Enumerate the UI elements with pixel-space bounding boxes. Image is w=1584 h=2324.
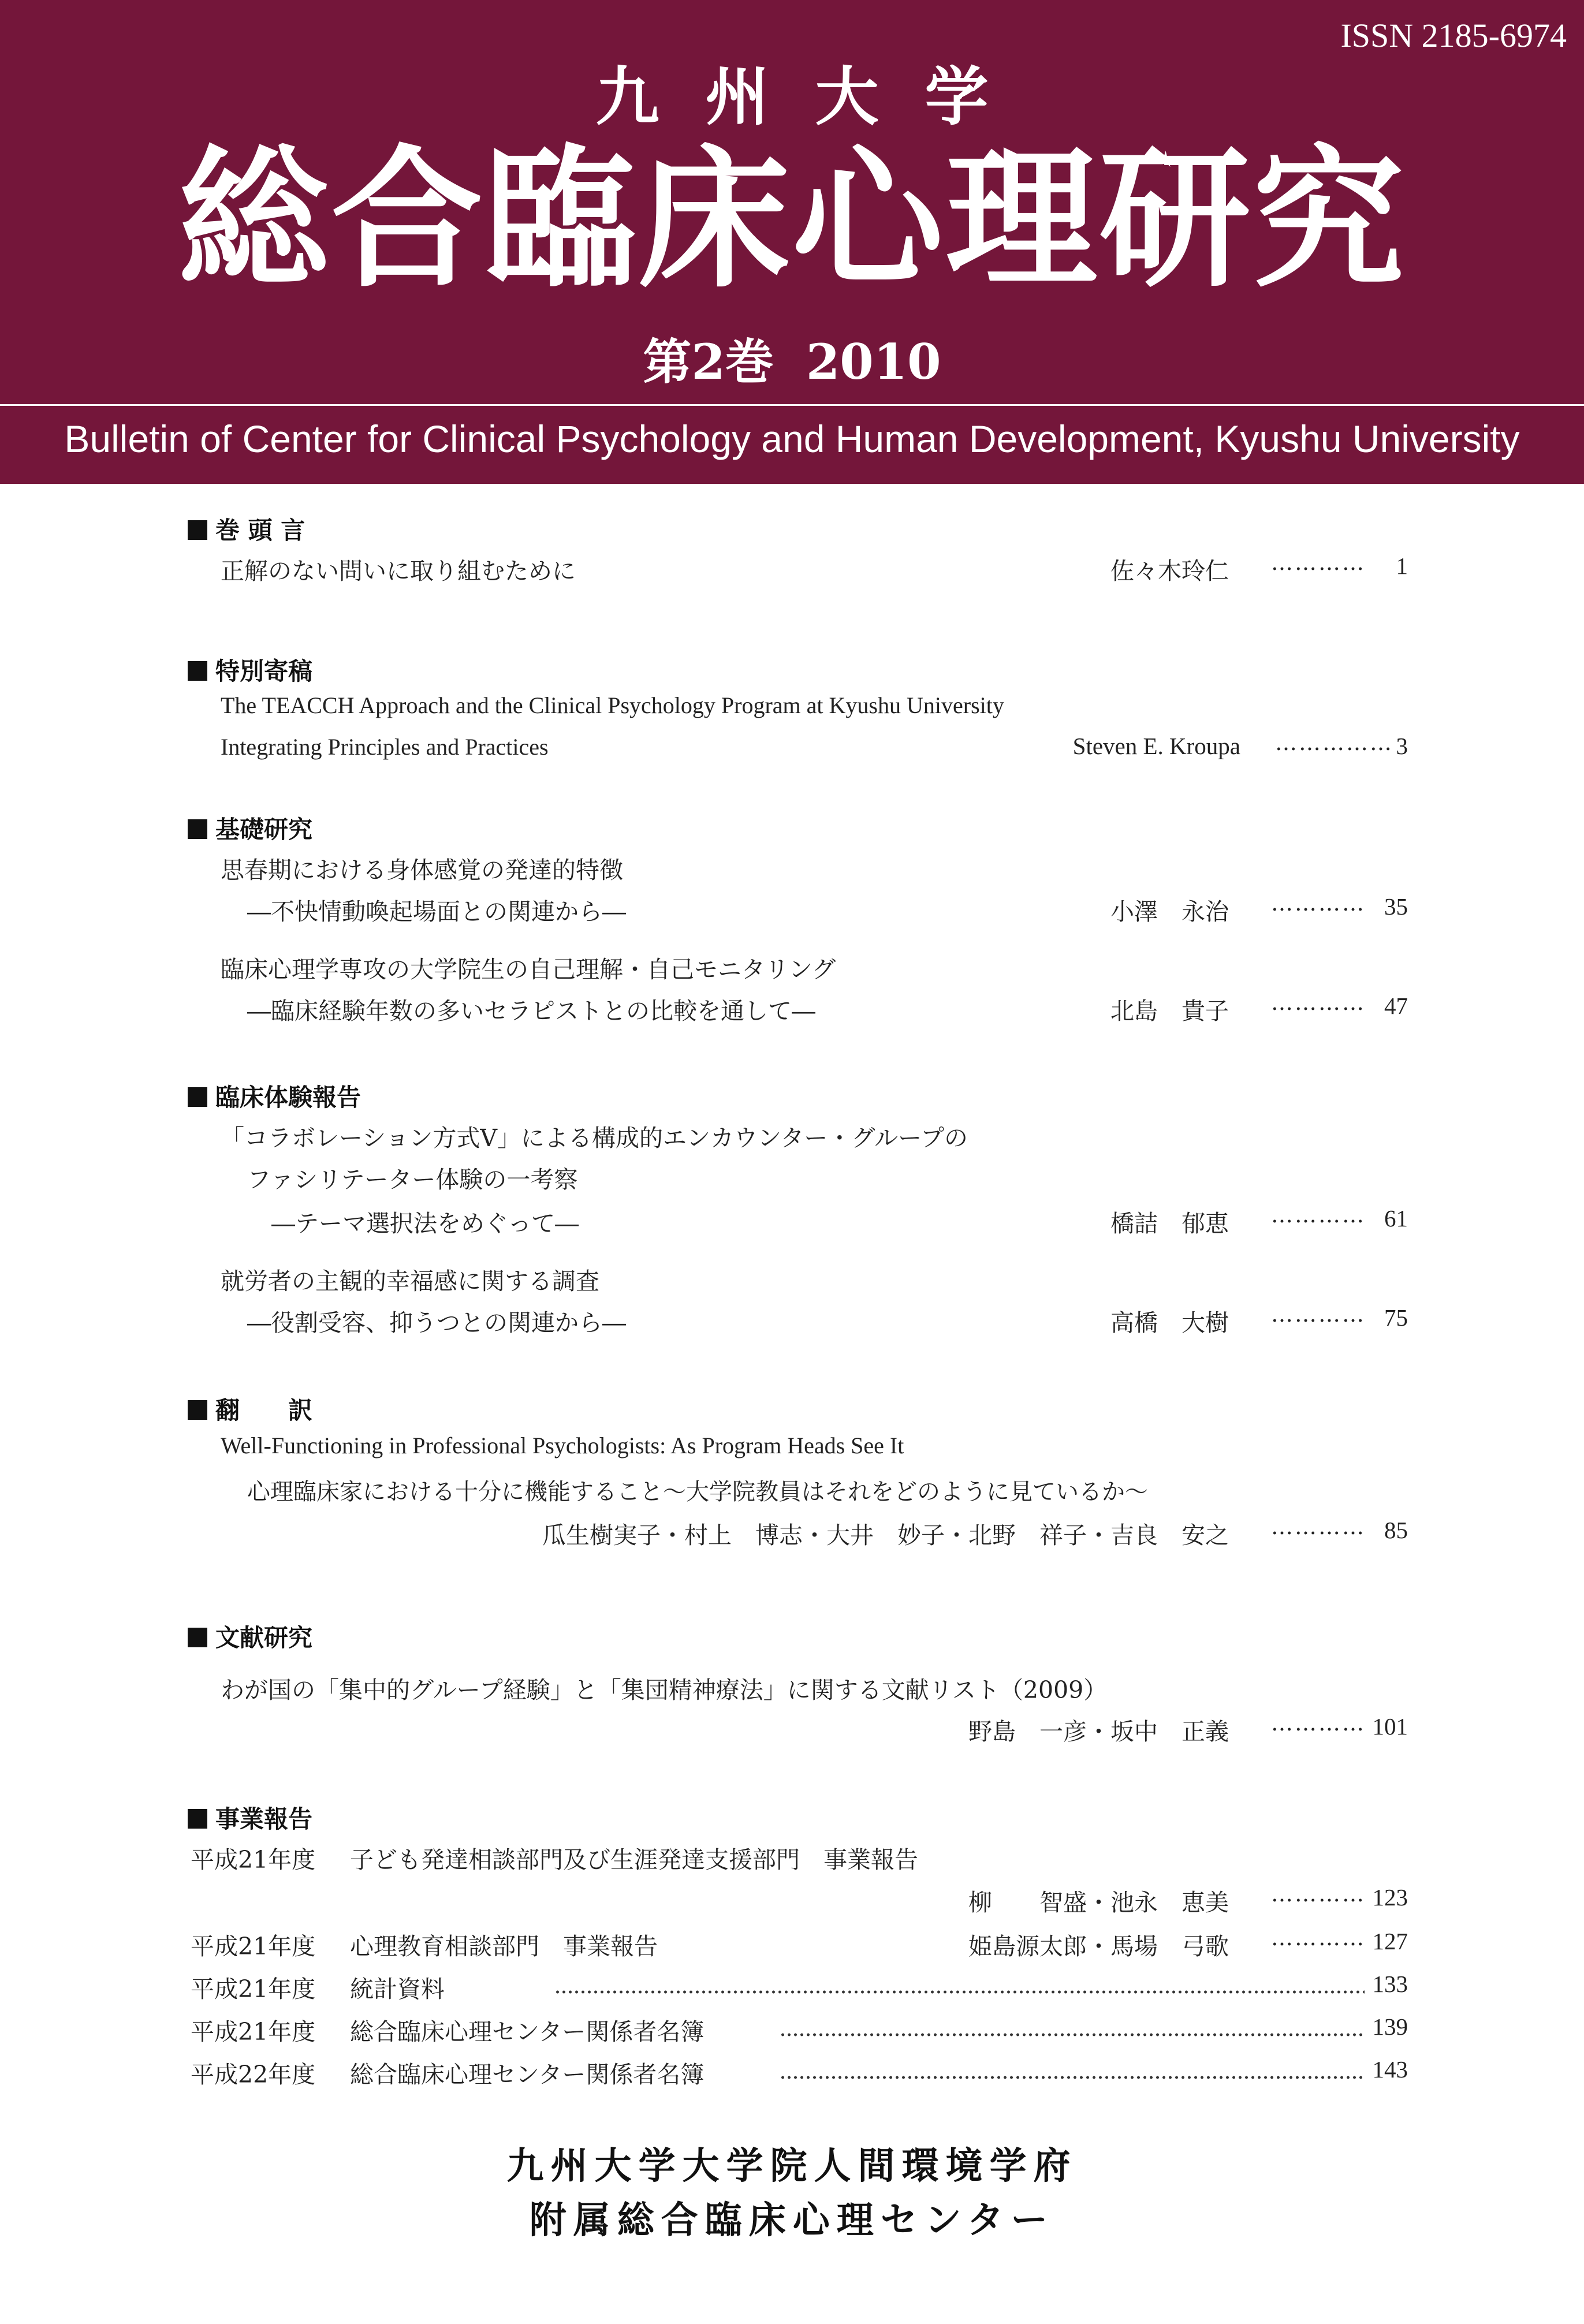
toc-entry-title: 総合臨床心理センター関係者名簿 [350,2018,705,2046]
toc-entry-author: 北島 貴子 [1110,997,1229,1025]
toc-entry-subtitle: ―役割受容、抑うつとの関連から― [247,1309,626,1337]
bulletin-title: Bulletin of Center for Clinical Psychology and Human Development, Kyushu University [64,417,1520,460]
toc-entry-author: Steven E. Kroupa [1072,733,1240,759]
toc-entry-page: 47 [1384,993,1408,1019]
journal-title: 総合臨床心理研究 [177,130,1407,308]
toc-entry-subtitle: ―臨床経験年数の多いセラピストとの比較を通して― [247,997,815,1025]
square-bullet-icon [188,819,207,839]
report-year: 平成21年度 [191,2018,316,2046]
toc-entry-title: 心理教育相談部門 事業報告 [350,1933,658,1960]
section-heading: 臨床体験報告 [188,1079,361,1113]
toc-entry-page: 35 [1384,893,1408,920]
section-heading: 文献研究 [188,1619,312,1654]
dot-leader [780,2032,1365,2037]
toc-entry-author: 姫島源太郎・馬場 弓歌 [968,1933,1229,1960]
dot-leader: ………… [1271,1301,1366,1327]
toc-entry-page: 61 [1384,1205,1408,1232]
section-heading: 特別寄稿 [188,652,312,687]
issn: ISSN 2185-6974 [1340,17,1567,54]
toc-entry-title-cont: ファシリテーター体験の一考察 [247,1166,578,1193]
toc-entry-title: 正解のない問いに取り組むために [221,557,576,585]
toc-entry-title: 統計資料 [350,1975,445,2003]
dot-leader: …………… [1275,730,1393,755]
section-heading: 基礎研究 [188,811,312,845]
dot-leader: ………… [1271,1202,1366,1228]
toc-entry-title: Well-Functioning in Professional Psychologists: As Program Heads See It [221,1433,904,1458]
volume-year: 2010 [806,333,941,390]
toc-entry-author: 橋詰 郁恵 [1110,1210,1229,1237]
dot-leader: ………… [1271,1881,1366,1907]
dot-leader: ………… [1271,990,1366,1015]
toc-entry-title: 「コラボレーション方式Ⅴ」による構成的エンカウンター・グループの [221,1124,968,1152]
dot-leader: ………… [1271,1925,1366,1950]
toc-entry-author: 高橋 大樹 [1110,1309,1229,1337]
report-year: 平成21年度 [191,1933,316,1960]
toc-entry-subtitle: ―不快情動喚起場面との関連から― [247,898,626,926]
square-bullet-icon [188,1809,207,1829]
section-heading: 巻 頭 言 [188,512,305,546]
report-year: 平成22年度 [191,2061,316,2088]
dot-leader: ………… [1271,1710,1366,1736]
dot-leader [554,1990,1365,1994]
square-bullet-icon [188,1087,207,1107]
volume-number: 第2巻 [643,333,774,390]
toc-entry-page: 101 [1372,1713,1408,1740]
toc-entry-title: 就労者の主観的幸福感に関する調査 [221,1267,599,1295]
square-bullet-icon [188,1628,207,1647]
square-bullet-icon [188,661,207,681]
dot-leader: ………… [1271,1514,1366,1539]
toc-entry-title: 総合臨床心理センター関係者名簿 [350,2061,705,2088]
toc-entry-author: 佐々木玲仁 [1110,557,1229,585]
toc-entry-page: 127 [1372,1928,1408,1954]
toc-entry-title: わが国の「集中的グループ経験」と「集団精神療法」に関する文献リスト（2009） [221,1676,1108,1704]
toc-entry-title: The TEACCH Approach and the Clinical Psychology Program at Kyushu University [221,692,1004,718]
publisher-line-2: 附属総合臨床心理センター [529,2199,1055,2242]
toc-entry-page: 143 [1372,2056,1408,2083]
section-heading: 事業報告 [188,1800,312,1835]
toc-entry-author: 小澤 永治 [1110,898,1229,926]
university-name: 九州大学 [595,59,1035,134]
square-bullet-icon [188,520,207,540]
toc-entry-page: 123 [1372,1884,1408,1911]
dot-leader: ………… [1271,890,1366,916]
report-year: 平成21年度 [191,1975,316,2003]
toc-entry-title: 子ども発達相談部門及び生涯発達支援部門 事業報告 [350,1846,918,1874]
toc-entry-subtitle: 心理臨床家における十分に機能すること～大学院教員はそれをどのように見ているか～ [247,1479,1148,1505]
toc-entry-page: 133 [1372,1971,1408,1997]
dot-leader: ………… [1271,550,1366,575]
toc-entry-author: 野島 一彦・坂中 正義 [968,1718,1229,1745]
section-heading: 翻 訳 [188,1392,312,1426]
toc-entry-page: 1 [1396,553,1408,579]
dot-leader [780,2075,1365,2080]
toc-entry-subtitle: Integrating Principles and Practices [221,734,549,760]
toc-entry-title: 臨床心理学専攻の大学院生の自己理解・自己モニタリング [221,956,836,983]
toc-entry-page: 3 [1396,733,1408,759]
square-bullet-icon [188,1400,207,1420]
toc-entry-author: 柳 智盛・池永 恵美 [968,1889,1229,1916]
toc-entry-title: 思春期における身体感覚の発達的特徴 [221,856,623,884]
toc-entry-subtitle: ―テーマ選択法をめぐって― [271,1210,579,1237]
report-year: 平成21年度 [191,1846,316,1874]
publisher-line-1: 九州大学大学院人間環境学府 [506,2145,1078,2188]
toc-entry-page: 139 [1372,2013,1408,2040]
toc-entry-page: 85 [1384,1517,1408,1543]
toc-entry-author: 瓜生樹実子・村上 博志・大井 妙子・北野 祥子・吉良 安之 [542,1521,1229,1549]
toc-entry-page: 75 [1384,1304,1408,1331]
